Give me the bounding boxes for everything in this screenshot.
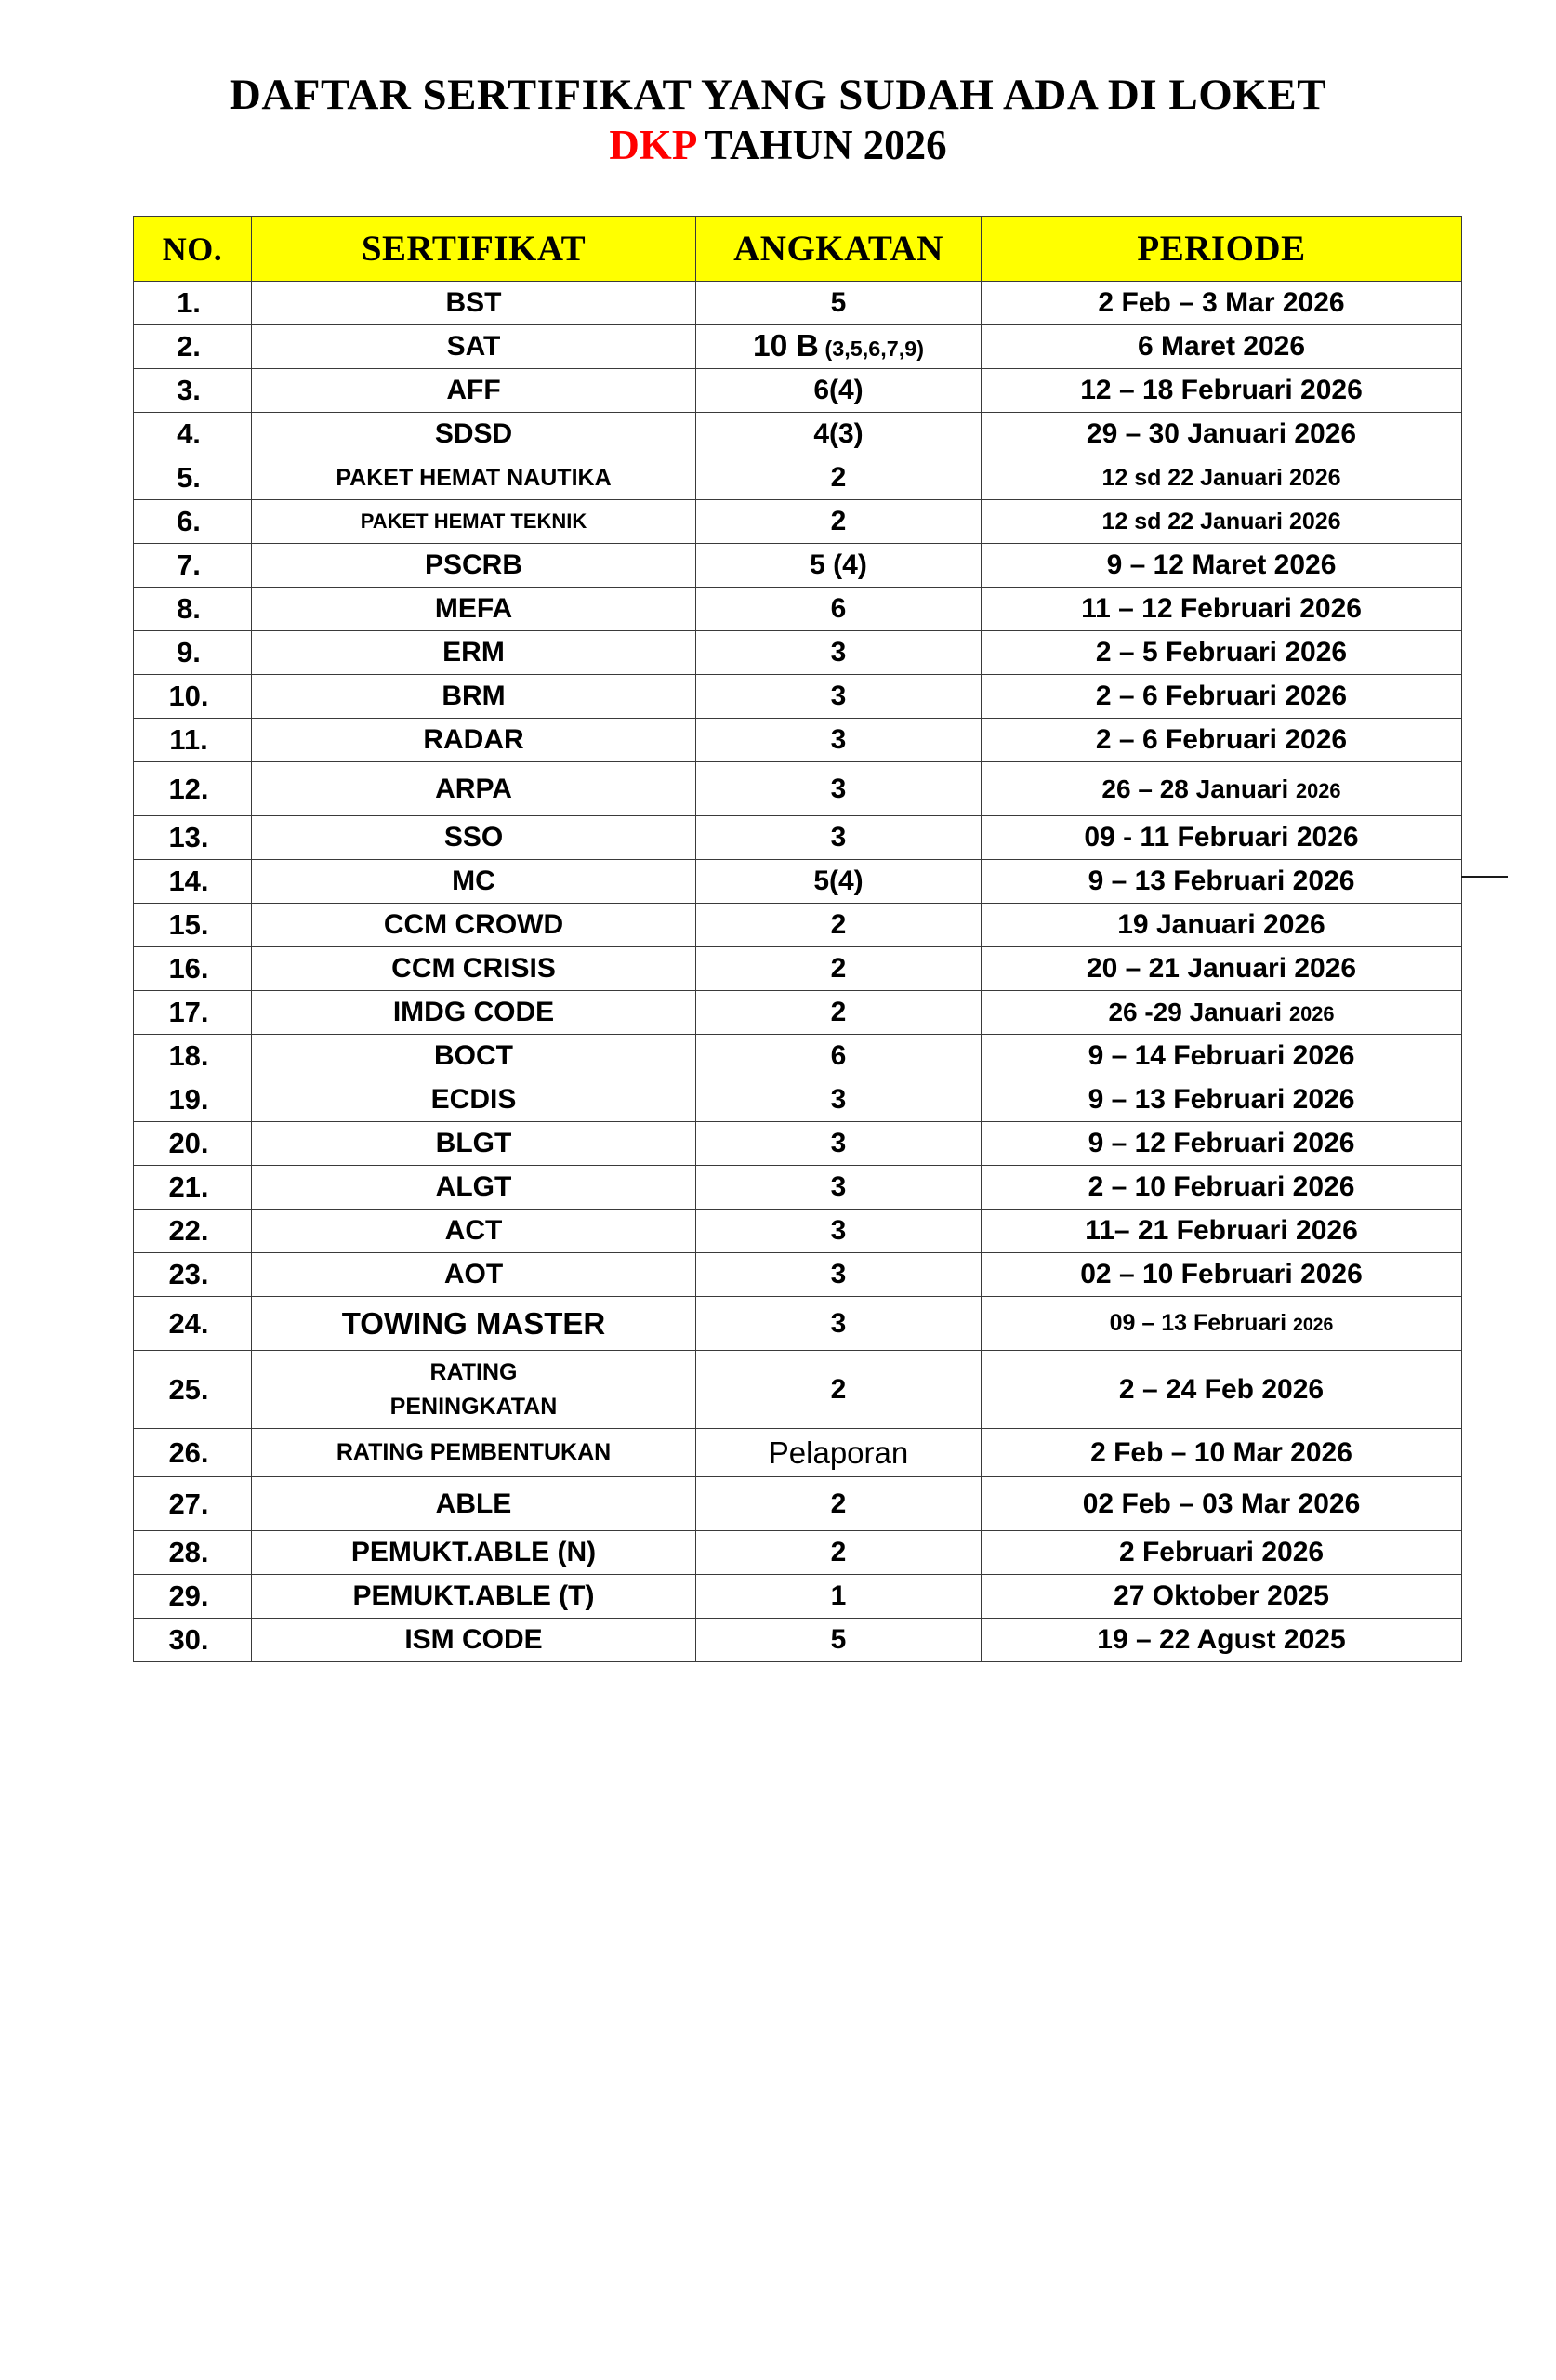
cell-angkatan: 3 bbox=[696, 675, 982, 719]
cell-periode: 29 – 30 Januari 2026 bbox=[982, 413, 1462, 456]
cell-sertifikat: MC bbox=[252, 860, 696, 904]
table-row bbox=[134, 1531, 1462, 1575]
cell-angkatan: 3 bbox=[696, 1122, 982, 1166]
table-row bbox=[134, 456, 1462, 500]
table-row bbox=[134, 904, 1462, 947]
cell-sertifikat: ACT bbox=[252, 1210, 696, 1253]
cell-sertifikat: AFF bbox=[252, 369, 696, 413]
cell-angkatan: 3 bbox=[696, 1166, 982, 1210]
table-header bbox=[134, 217, 1462, 282]
cell-angkatan: 2 bbox=[696, 1477, 982, 1531]
cell-periode: 9 – 13 Februari 2026 bbox=[982, 860, 1462, 904]
cell-periode-value: 26 -29 Januari bbox=[1108, 998, 1289, 1026]
cell-angkatan: 5 (4) bbox=[696, 544, 982, 588]
column-header-sertifikat: SERTIFIKAT bbox=[252, 217, 696, 282]
cell-angkatan: 2 bbox=[696, 500, 982, 544]
cell-no: 1. bbox=[134, 282, 252, 325]
cell-angkatan: 2 bbox=[696, 1351, 982, 1429]
column-header-angkatan: ANGKATAN bbox=[696, 217, 982, 282]
table-row bbox=[134, 1297, 1462, 1351]
page-subtitle-dkp: DKP bbox=[609, 122, 695, 169]
cell-angkatan: 3 bbox=[696, 1297, 982, 1351]
table-body bbox=[134, 282, 1462, 1662]
table-row bbox=[134, 631, 1462, 675]
cell-sertifikat: IMDG CODE bbox=[252, 991, 696, 1035]
cell-angkatan: 2 bbox=[696, 947, 982, 991]
cell-angkatan: 2 bbox=[696, 904, 982, 947]
page-title-block bbox=[0, 73, 1556, 168]
cell-no: 25. bbox=[134, 1351, 252, 1429]
cell-angkatan: 6 bbox=[696, 588, 982, 631]
cell-periode bbox=[982, 1297, 1462, 1351]
table-row bbox=[134, 544, 1462, 588]
table-row bbox=[134, 413, 1462, 456]
cell-periode: 12 sd 22 Januari 2026 bbox=[982, 500, 1462, 544]
cell-angkatan: 3 bbox=[696, 762, 982, 816]
cell-periode-value: 26 – 28 Januari bbox=[1101, 774, 1296, 803]
cell-angkatan: 3 bbox=[696, 719, 982, 762]
table-row bbox=[134, 1122, 1462, 1166]
cell-sertifikat: PEMUKT.ABLE (T) bbox=[252, 1575, 696, 1619]
table-row bbox=[134, 588, 1462, 631]
cell-sertifikat: ALGT bbox=[252, 1166, 696, 1210]
cell-sertifikat: ECDIS bbox=[252, 1078, 696, 1122]
cell-no: 2. bbox=[134, 325, 252, 369]
table-row bbox=[134, 369, 1462, 413]
cell-periode bbox=[982, 991, 1462, 1035]
cell-sertifikat: BLGT bbox=[252, 1122, 696, 1166]
table-row bbox=[134, 816, 1462, 860]
cell-angkatan: Pelaporan bbox=[696, 1429, 982, 1477]
cell-sertifikat-line: PENINGKATAN bbox=[389, 1393, 558, 1420]
cell-sertifikat: ISM CODE bbox=[252, 1619, 696, 1662]
cell-sertifikat: TOWING MASTER bbox=[252, 1297, 696, 1351]
page-subtitle-rest: TAHUN 2026 bbox=[694, 122, 947, 169]
cell-angkatan bbox=[696, 325, 982, 369]
cell-no: 3. bbox=[134, 369, 252, 413]
cell-no: 26. bbox=[134, 1429, 252, 1477]
table-row bbox=[134, 282, 1462, 325]
table-row bbox=[134, 1166, 1462, 1210]
cell-sertifikat: BRM bbox=[252, 675, 696, 719]
cell-periode: 9 – 12 Februari 2026 bbox=[982, 1122, 1462, 1166]
cell-no: 19. bbox=[134, 1078, 252, 1122]
cell-no: 17. bbox=[134, 991, 252, 1035]
cell-sertifikat: CCM CRISIS bbox=[252, 947, 696, 991]
table-row bbox=[134, 1575, 1462, 1619]
cell-periode: 19 Januari 2026 bbox=[982, 904, 1462, 947]
cell-no: 9. bbox=[134, 631, 252, 675]
cell-sertifikat: SSO bbox=[252, 816, 696, 860]
cell-no: 20. bbox=[134, 1122, 252, 1166]
cell-sertifikat: ERM bbox=[252, 631, 696, 675]
cell-sertifikat: PAKET HEMAT NAUTIKA bbox=[252, 456, 696, 500]
cell-periode-note: 2026 bbox=[1296, 778, 1341, 802]
cell-sertifikat: BOCT bbox=[252, 1035, 696, 1078]
table-row bbox=[134, 991, 1462, 1035]
cell-periode: 11– 21 Februari 2026 bbox=[982, 1210, 1462, 1253]
table-row bbox=[134, 1619, 1462, 1662]
cell-periode-note: 2026 bbox=[1292, 1315, 1334, 1335]
cell-periode: 19 – 22 Agust 2025 bbox=[982, 1619, 1462, 1662]
cell-sertifikat: ABLE bbox=[252, 1477, 696, 1531]
cell-periode: 9 – 13 Februari 2026 bbox=[982, 1078, 1462, 1122]
cell-periode: 27 Oktober 2025 bbox=[982, 1575, 1462, 1619]
page-subtitle bbox=[0, 124, 1556, 167]
cell-sertifikat: RADAR bbox=[252, 719, 696, 762]
cell-angkatan: 3 bbox=[696, 816, 982, 860]
cell-angkatan: 3 bbox=[696, 631, 982, 675]
cell-sertifikat: ARPA bbox=[252, 762, 696, 816]
cell-sertifikat: SDSD bbox=[252, 413, 696, 456]
cell-sertifikat: MEFA bbox=[252, 588, 696, 631]
cell-periode: 2 – 24 Feb 2026 bbox=[982, 1351, 1462, 1429]
page-title: DAFTAR SERTIFIKAT YANG SUDAH ADA DI LOKET bbox=[229, 71, 1327, 119]
cell-angkatan: 3 bbox=[696, 1078, 982, 1122]
cell-periode: 9 – 14 Februari 2026 bbox=[982, 1035, 1462, 1078]
table-header-row bbox=[134, 217, 1462, 282]
cell-no: 12. bbox=[134, 762, 252, 816]
table-row bbox=[134, 1253, 1462, 1297]
table-row bbox=[134, 325, 1462, 369]
cell-no: 6. bbox=[134, 500, 252, 544]
cell-no: 8. bbox=[134, 588, 252, 631]
cell-periode bbox=[982, 762, 1462, 816]
cell-angkatan-note: (3,5,6,7,9) bbox=[818, 337, 925, 361]
cell-sertifikat: PSCRB bbox=[252, 544, 696, 588]
table-row bbox=[134, 1477, 1462, 1531]
cell-angkatan: 5 bbox=[696, 282, 982, 325]
cell-angkatan-value: 10 B bbox=[752, 329, 819, 364]
cell-no: 28. bbox=[134, 1531, 252, 1575]
cell-sertifikat-line: RATING bbox=[429, 1359, 518, 1386]
cell-periode: 2 – 6 Februari 2026 bbox=[982, 719, 1462, 762]
cell-angkatan: 3 bbox=[696, 1253, 982, 1297]
cell-angkatan: 2 bbox=[696, 991, 982, 1035]
certificate-table bbox=[133, 216, 1462, 1662]
cell-angkatan: 6(4) bbox=[696, 369, 982, 413]
table-row bbox=[134, 1078, 1462, 1122]
cell-periode: 2 Feb – 3 Mar 2026 bbox=[982, 282, 1462, 325]
cell-angkatan: 4(3) bbox=[696, 413, 982, 456]
table-row bbox=[134, 500, 1462, 544]
table-row bbox=[134, 1429, 1462, 1477]
cell-periode: 12 – 18 Februari 2026 bbox=[982, 369, 1462, 413]
cell-sertifikat: AOT bbox=[252, 1253, 696, 1297]
cell-no: 27. bbox=[134, 1477, 252, 1531]
cell-no: 16. bbox=[134, 947, 252, 991]
table-row bbox=[134, 762, 1462, 816]
cell-sertifikat: PAKET HEMAT TEKNIK bbox=[252, 500, 696, 544]
cell-periode: 2 – 6 Februari 2026 bbox=[982, 675, 1462, 719]
column-header-periode: PERIODE bbox=[982, 217, 1462, 282]
table-row bbox=[134, 719, 1462, 762]
cell-no: 30. bbox=[134, 1619, 252, 1662]
cell-no: 18. bbox=[134, 1035, 252, 1078]
cell-angkatan: 5(4) bbox=[696, 860, 982, 904]
cell-periode: 11 – 12 Februari 2026 bbox=[982, 588, 1462, 631]
cell-no: 14. bbox=[134, 860, 252, 904]
cell-angkatan: 1 bbox=[696, 1575, 982, 1619]
cell-periode: 2 Feb – 10 Mar 2026 bbox=[982, 1429, 1462, 1477]
cell-no: 21. bbox=[134, 1166, 252, 1210]
cell-no: 29. bbox=[134, 1575, 252, 1619]
table-row bbox=[134, 675, 1462, 719]
cell-periode: 20 – 21 Januari 2026 bbox=[982, 947, 1462, 991]
cell-angkatan: 2 bbox=[696, 1531, 982, 1575]
cell-angkatan: 5 bbox=[696, 1619, 982, 1662]
cell-no: 10. bbox=[134, 675, 252, 719]
cell-sertifikat: RATING PEMBENTUKAN bbox=[252, 1429, 696, 1477]
cell-no: 23. bbox=[134, 1253, 252, 1297]
cell-sertifikat: PEMUKT.ABLE (N) bbox=[252, 1531, 696, 1575]
cell-sertifikat: SAT bbox=[252, 325, 696, 369]
cell-periode-value: 09 – 13 Februari bbox=[1109, 1310, 1293, 1336]
cell-no: 22. bbox=[134, 1210, 252, 1253]
cell-angkatan: 6 bbox=[696, 1035, 982, 1078]
cell-no: 13. bbox=[134, 816, 252, 860]
cell-angkatan: 3 bbox=[696, 1210, 982, 1253]
table-row bbox=[134, 947, 1462, 991]
cell-sertifikat: BST bbox=[252, 282, 696, 325]
cell-angkatan: 2 bbox=[696, 456, 982, 500]
table-row bbox=[134, 1351, 1462, 1429]
cell-periode: 2 – 10 Februari 2026 bbox=[982, 1166, 1462, 1210]
cell-sertifikat: CCM CROWD bbox=[252, 904, 696, 947]
cell-periode: 02 – 10 Februari 2026 bbox=[982, 1253, 1462, 1297]
cell-periode: 02 Feb – 03 Mar 2026 bbox=[982, 1477, 1462, 1531]
cell-periode: 2 – 5 Februari 2026 bbox=[982, 631, 1462, 675]
cell-periode: 2 Februari 2026 bbox=[982, 1531, 1462, 1575]
cell-periode: 6 Maret 2026 bbox=[982, 325, 1462, 369]
table-row bbox=[134, 1035, 1462, 1078]
cell-no: 11. bbox=[134, 719, 252, 762]
cell-periode: 09 - 11 Februari 2026 bbox=[982, 816, 1462, 860]
cell-periode-note: 2026 bbox=[1289, 1002, 1335, 1025]
column-header-no: NO. bbox=[134, 217, 252, 282]
stray-horizontal-rule bbox=[1461, 876, 1508, 878]
cell-no: 5. bbox=[134, 456, 252, 500]
cell-sertifikat bbox=[252, 1351, 696, 1429]
cell-no: 15. bbox=[134, 904, 252, 947]
cell-no: 4. bbox=[134, 413, 252, 456]
table-row bbox=[134, 860, 1462, 904]
cell-periode: 12 sd 22 Januari 2026 bbox=[982, 456, 1462, 500]
table-row bbox=[134, 1210, 1462, 1253]
cell-periode: 9 – 12 Maret 2026 bbox=[982, 544, 1462, 588]
cell-no: 7. bbox=[134, 544, 252, 588]
cell-no: 24. bbox=[134, 1297, 252, 1351]
